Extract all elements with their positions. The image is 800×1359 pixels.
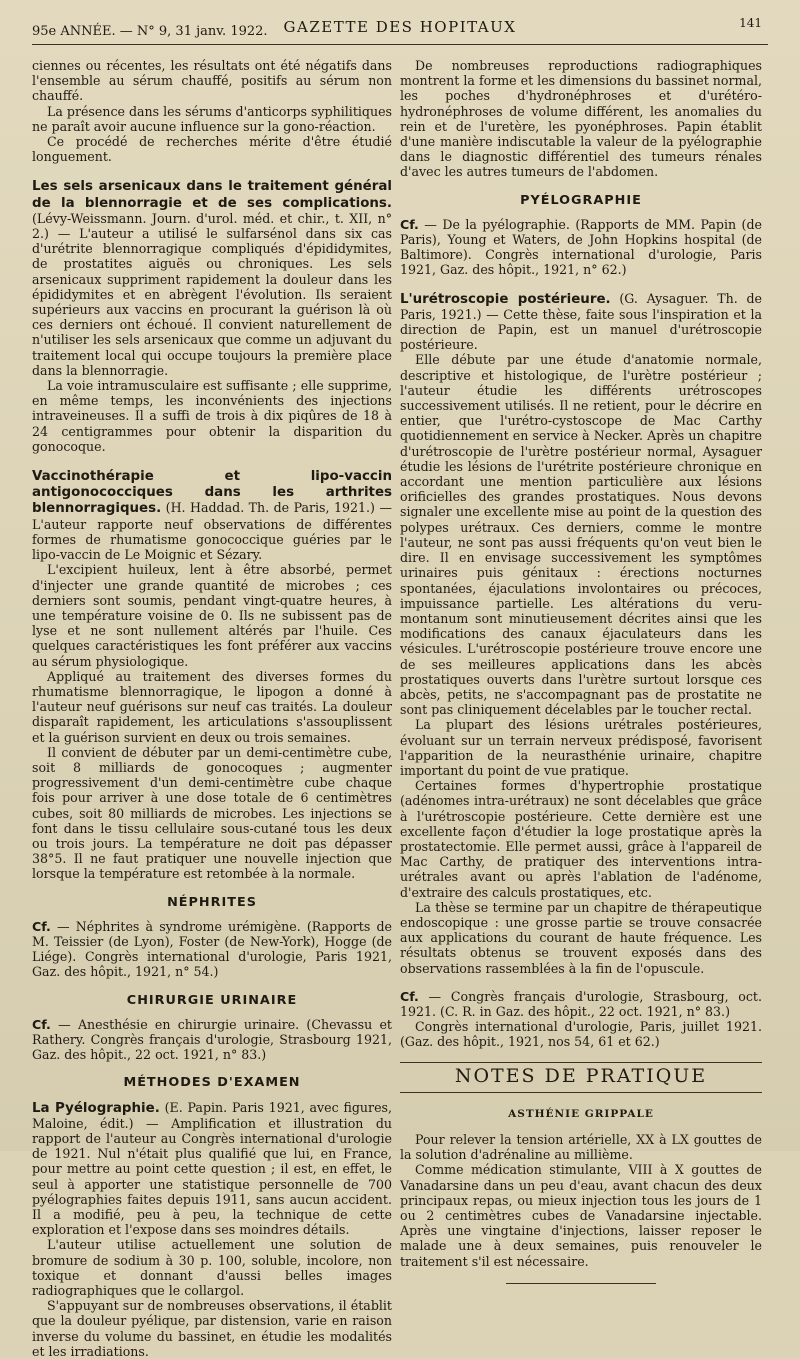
paragraph: Comme médication stimulante, VIII à X gouttes de Vanadarsine dans un peu d'eau, avant chacun des deux principaux repas, ou mieux injection tous les jours de 1 ou 2 centimètres cubes de Vanadarsine injectable. Après une vingtaine d'injections, laisser reposer le malade une à deux semaines, puis renouveler le traitement s'il est nécessaire. <box>400 1162 762 1269</box>
article-title: Les sels arsenicaux dans le traitement général de la blennorragie et de ses complications. <box>32 179 392 211</box>
paragraph: Elle débute par une étude d'anatomie normale, descriptive et histologique, de l'urètre postérieur ; l'auteur étudie les différents urétroscopes successivement utilisés. Il ne retient, pour le décrire en entier, que l'urétro-cystoscope de Mac Carthy quotidiennement en service à Necker. Après un chapitre d'urétroscopie de l'urètre postérieur normal, Aysaguer étudie les lésions de l'urétrite postérieure chronique en accordant une mention particulière aux lésions orificielles des grandes prostatiques. Nous devons signaler une excellente mise au point de la question des polypes urétraux. Ces derniers, comme le montre l'auteur, ne sont pas aussi fréquents qu'on veut bien le dire. Il en envisage successivement les symptômes urinaires puis génitaux : érections nocturnes spontanées, éjaculations involontaires ou précoces, impuissance partielle. Les altérations du veru-montanum sont minutieusement décrites ainsi que les modifications des canaux éjaculateurs dans les vésicules. L'urétroscopie postérieure trouve encore une de ses meilleures applications dans les abcès prostatiques ouverts dans l'urètre surtout lorsque ces abcès, petits, ne s'accompagnant pas de prostatite ne sont pas cliniquement décelables par le toucher rectal. <box>400 352 762 718</box>
cf-label: Cf. <box>400 216 419 232</box>
paragraph: Ce procédé de recherches mérite d'être étudié longuement. <box>32 134 392 165</box>
paragraph: ciennes ou récentes, les résultats ont été négatifs dans l'ensemble au sérum chauffé, positifs au sérum non chauffé. <box>32 58 392 104</box>
page-header <box>32 16 768 45</box>
paragraph: La plupart des lésions urétrales postérieures, évoluant sur un terrain nerveux prédisposé, favorisent l'apparition de la neurasthénie urinaire, chapitre important du point de vue pratique. <box>400 717 762 778</box>
cf-label: Cf. <box>32 918 51 934</box>
paragraph: L'excipient huileux, lent à être absorbé, permet d'injecter une grande quantité de microbes ; ces derniers sont soumis, pendant vingt-quatre heures, à une température voisine de 0. Ils ne subissent pas de lyse et ne sont nullement altérés par l'huile. Ces quelques caractéristiques les font préférer aux vaccins au sérum physiologique. <box>32 562 392 669</box>
left-column <box>32 58 392 1359</box>
section-heading-chirurgie: CHIRURGIE URINAIRE <box>126 992 298 1008</box>
article-title: Vaccinothérapie et lipo-vaccin antigonococciques dans les arthrites blennorragiques. <box>32 469 392 517</box>
right-column <box>400 58 762 1284</box>
page-number: 141 <box>739 16 762 30</box>
article-arsenicaux <box>32 178 392 454</box>
cf-label: Cf. <box>32 1016 51 1032</box>
article-text <box>400 291 762 353</box>
paragraph: De nombreuses reproductions radiographiques montrent la forme et les dimensions du bassinet normal, les poches d'hydronéphroses et d'urétéro-hydronéphroses de volume différent, les anomalies du rein et de l'uretère, les pyonéphroses. Papin établit d'une manière indiscutable la valeur de la pyélographie dans le diagnostic différentiel des tumeurs rénales d'avec les autres tumeurs de l'abdomen. <box>400 58 762 180</box>
paragraph: Certaines formes d'hypertrophie prostatique (adénomes intra-urétraux) ne sont décelables que grâce à l'urétroscopie postérieure. Cette dernière est une excellente façon d'étudier la loge prostatique après la prostatectomie. Elle permet aussi, grâce à l'appareil de Mac Carthy, de pratiquer des interventions intra-urétrales avant ou après l'ablation de l'adénome, d'extraire des calculs prostatiques, etc. <box>400 778 762 900</box>
article-title: L'urétroscopie postérieure. <box>400 291 611 307</box>
section-heading-nephrites: NÉPHRITES <box>167 894 257 910</box>
notes-de-pratique-banner <box>400 1062 762 1093</box>
paragraph: Congrès international d'urologie, Paris, juillet 1921. (Gaz. des hôpit., 1921, nos 54, 61 et 62.) <box>400 1019 762 1050</box>
publication-title: GAZETTE DES HOPITAUX <box>283 18 517 36</box>
reference-chirurgie <box>32 1017 392 1063</box>
reference-pyelographie <box>400 217 762 278</box>
article-text <box>32 178 392 378</box>
reference-nephrites <box>32 919 392 980</box>
issue-info: 95e ANNÉE. — N° 9, 31 janv. 1922. <box>32 24 268 39</box>
article-uretroscopie <box>400 291 762 976</box>
end-rule-divider <box>506 1283 656 1284</box>
reference-text <box>400 989 762 1019</box>
reference-text: — De la pyélographie. (Rapports de MM. Papin (de Paris), Young et Waters, de John Hopkins hospital (de Baltimore). Congrès international d'urologie, Paris 1921, Gaz. des hôpit., 1921, n° 62.) <box>400 216 762 278</box>
reference-congres <box>400 989 762 1050</box>
paragraph: La voie intramusculaire est suffisante ; elle supprime, en même temps, les inconvénients des injections intraveineuses. Il a suffi de trois à dix piqûres de 18 à 24 centigrammes pour obtenir la disparition du gonocoque. <box>32 378 392 454</box>
article-reference: (Lévy-Weissmann. Journ. d'urol. méd. et chir., t. XII, n° 2.) <box>32 210 392 242</box>
article-text <box>32 468 392 562</box>
article-pyelographie-book <box>32 1100 392 1238</box>
article-body: — Cette thèse, faite sous l'inspiration et la direction de Papin, est un manuel d'urétroscopie postérieure. <box>400 306 762 353</box>
subheading-asthenie: ASTHÉNIE GRIPPALE <box>508 1107 654 1120</box>
paragraph: Appliqué au traitement des diverses formes du rhumatisme blennorragique, le lipogon a donné à l'auteur neuf guérisons sur neuf cas traités. La douleur disparaît rapidement, les articulations s'assouplissent et la guérison survient en deux ou trois semaines. <box>32 668 392 745</box>
paragraph: La thèse se termine par un chapitre de thérapeutique endoscopique : une grosse partie se trouve consacrée aux applications du courant de haute fréquence. Les résultats obtenus se trouvent exposés dans des observations rassemblées à la fin de l'opuscule. <box>400 899 762 976</box>
paragraph: L'auteur utilise actuellement une solution de bromure de sodium à 30 p. 100, soluble, incolore, non toxique et donnant d'aussi belles images radiographiques que le collargol. <box>32 1237 392 1299</box>
section-heading-pyelographie: PYÉLOGRAPHIE <box>520 192 642 208</box>
article-title: La Pyélographie. <box>32 1100 160 1116</box>
article-body: — L'auteur a utilisé le sulfarsénol dans six cas d'urétrite blennorragique compliqués d'épididymites, de prostatites aiguës ou chroniques. Les sels arsenicaux suppriment rapidement la douleur dans les épididymites et en abrègent l'évolution. Ils seraient supérieurs aux vaccins en procurant la guérison là où ces derniers ont échoué. Il convient naturellement de n'utiliser les sels arsenicaux que comme un adjuvant du traitement local qui occupe toujours la première place dans la blennorragie. <box>32 226 392 378</box>
reference-text: — Congrès français d'urologie, Strasbourg, oct. 1921. (C. R. in Gaz. des hôpit., 22 oct. 1921, n° 83.) <box>400 988 762 1019</box>
article-vaccino <box>32 468 392 881</box>
section-heading-methodes: MÉTHODES D'EXAMEN <box>123 1075 301 1091</box>
article-reference: (G. Aysaguer. Th. de Paris, 1921.) <box>400 290 762 322</box>
article-body: — L'auteur rapporte neuf observations de différentes formes de rhumatisme gonococcique guéries par le lipo-vaccin de Le Moignic et Sézary. <box>32 500 392 563</box>
reference-text: — Anesthésie en chirurgie urinaire. (Chevassu et Rathery. Congrès français d'urologie, Strasbourg 1921, Gaz. des hôpit., 22 oct. 1921, n° 83.) <box>32 1016 392 1063</box>
paragraph: Pour relever la tension artérielle, XX à LX gouttes de la solution d'adrénaline au millième. <box>400 1132 762 1163</box>
reference-text: — Néphrites à syndrome urémigène. (Rapports de M. Teissier (de Lyon), Foster (de New-York), Hogge (de Liége). Congrès international d'urologie, Paris 1921, Gaz. des hôpit., 1921, n° 54.) <box>32 918 392 980</box>
article-body: — Amplification et illustration du rapport de l'auteur au Congrès international d'urologie de 1921. Nul n'était plus qualifié que lui, en France, pour mettre au point cette question ; il est, en effet, le seul à apporter une statistique personnelle de 700 pyélographies faites depuis 1911, sans aucun accident. Il a modifié, peu à peu, la technique de cette exploration et l'expose dans ses moindres détails. <box>32 1115 392 1238</box>
article-reference: (E. Papin. Paris 1921, avec figures, Maloine, édit.) <box>32 1099 392 1131</box>
paragraph: Il convient de débuter par un demi-centimètre cube, soit 8 milliards de gonocoques ; augmenter progressivement d'un demi-centimètre cube chaque fois pour arriver à une dose totale de 6 centimètres cubes, soit 80 milliards de microbes. Les injections se font dans le tissu cellulaire sous-cutané tous les deux ou trois jours. La température ne doit pas dépasser 38°5. Il ne faut pratiquer une nouvelle injection que lorsque la température est retombée à la normale. <box>32 744 392 882</box>
section-heading-notes: NOTES DE PRATIQUE <box>454 1064 708 1087</box>
paragraph: S'appuyant sur de nombreuses observations, il établit que la douleur pyélique, par distension, varie en raison inverse du volume du bassinet, en étudie les modalités et les irradiations. <box>32 1298 392 1359</box>
paragraph: La présence dans les sérums d'anticorps syphilitiques ne paraît avoir aucune influence sur la gono-réaction. <box>32 103 392 134</box>
cf-label: Cf. <box>400 988 419 1004</box>
article-reference: (H. Haddad. Th. de Paris, 1921.) <box>165 500 375 516</box>
